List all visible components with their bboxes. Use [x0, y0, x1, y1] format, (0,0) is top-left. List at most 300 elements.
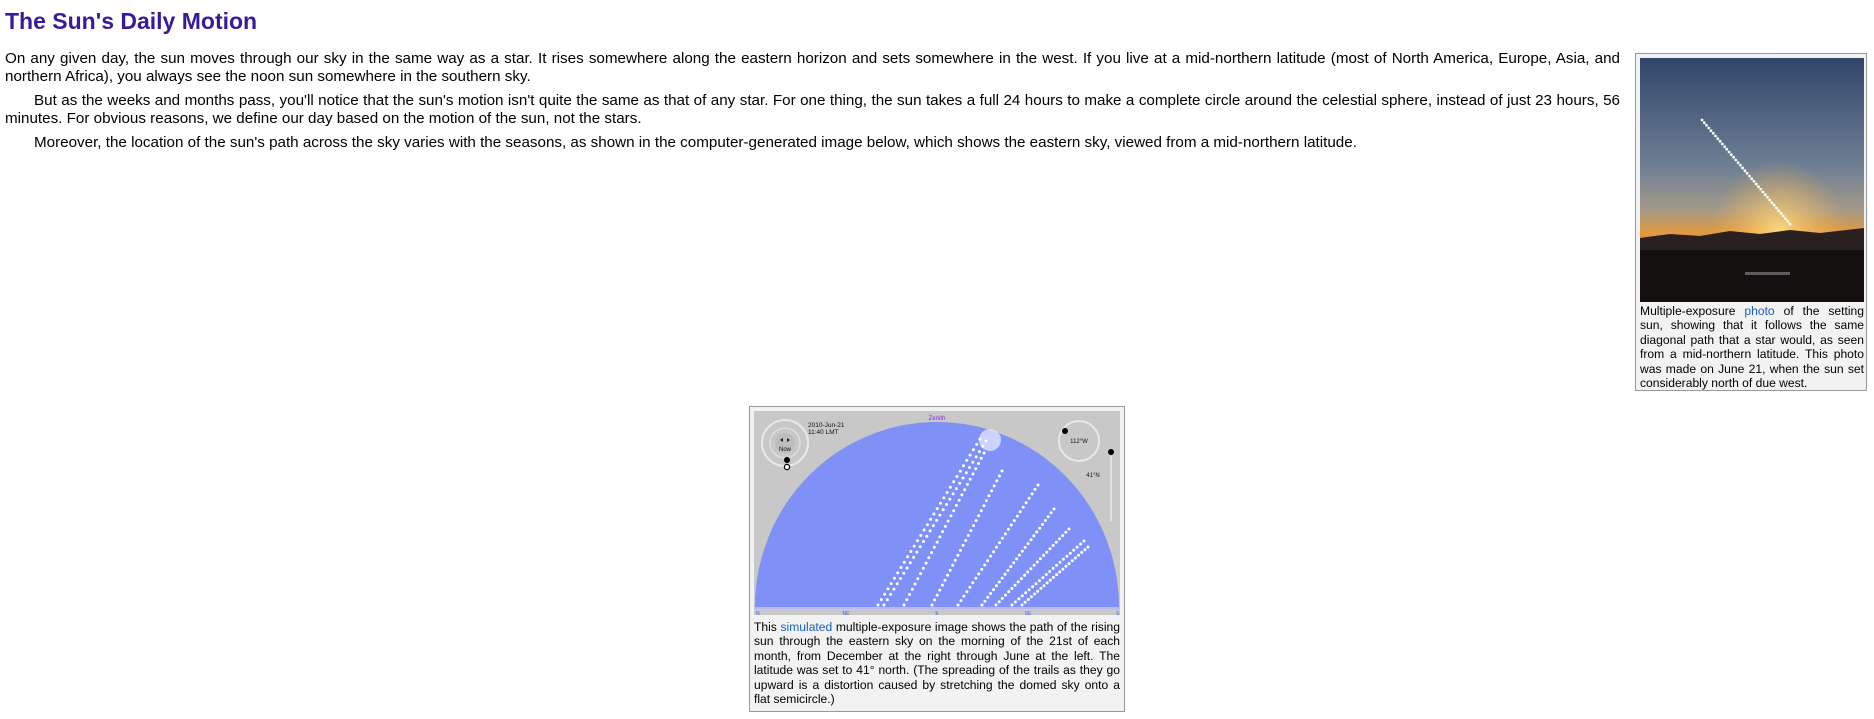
- sun-trail-dot: [968, 586, 971, 589]
- sun-trail-dot: [963, 488, 966, 491]
- sun-trail-dot: [951, 564, 954, 567]
- sun-trail-dot: [965, 459, 968, 462]
- sun-trail-dot: [989, 592, 992, 595]
- sun-trail-dot: [1012, 561, 1015, 564]
- photo-caption: [1640, 304, 1864, 390]
- horizon-label-se: SE: [1024, 611, 1032, 615]
- sun-trail-dot: [923, 529, 926, 532]
- sun-trail-dot: [1032, 534, 1035, 537]
- sun-trail-dot: [1034, 488, 1037, 491]
- sun-trail-dot: [899, 577, 902, 580]
- sun-trail-dot: [1044, 519, 1047, 522]
- sun-trail-dot: [967, 534, 970, 537]
- sun-trail-dot: [1001, 470, 1004, 473]
- sun-trail-dot: [944, 579, 947, 582]
- sun-exposure-dot: [1784, 217, 1787, 220]
- sun-trail-dot: [893, 577, 896, 580]
- sun-trail-dot: [959, 470, 962, 473]
- sun-trail-dot: [1016, 515, 1019, 518]
- sun-trail-dot: [983, 452, 986, 455]
- sun-exposure-dot: [1753, 180, 1756, 183]
- sun-trail-dot: [1007, 590, 1010, 593]
- sun-trail-dot: [929, 518, 932, 521]
- sun-trail-dot: [1061, 568, 1064, 571]
- sun-trail-dot: [1074, 557, 1077, 560]
- sun-trail-dot: [1038, 579, 1041, 582]
- sun-trail-dot: [1017, 580, 1020, 583]
- sun-trail-dot: [938, 514, 941, 517]
- sun-trail-dot: [956, 475, 959, 478]
- sun-trail-dot: [916, 539, 919, 542]
- sun-trail-dot: [932, 513, 935, 516]
- sun-trail-dot: [927, 556, 930, 559]
- simulation-caption: [754, 620, 1120, 706]
- sun-trail-dot: [1010, 524, 1013, 527]
- sun-trail-dot: [995, 479, 998, 482]
- sun-trail-dot: [952, 480, 955, 483]
- sun-trail-dot: [913, 545, 916, 548]
- sun-trail-dot: [1065, 565, 1068, 568]
- sun-trail-dot: [1058, 537, 1061, 540]
- now-label: Now: [778, 447, 792, 453]
- sun-trail-dot: [962, 477, 965, 480]
- sun-trail-dot: [1025, 501, 1028, 504]
- sun-trail-dot: [969, 529, 972, 532]
- sun-trail-dot: [1049, 579, 1052, 582]
- sun-trail-dot: [1083, 540, 1086, 543]
- sun-trail-dot: [1014, 601, 1017, 604]
- sun-trail-dot: [935, 519, 938, 522]
- sun-trail-dot: [1031, 492, 1034, 495]
- sun-trail-dot: [965, 590, 968, 593]
- sun-trail-dot: [980, 509, 983, 512]
- sun-trail-dot: [986, 559, 989, 562]
- paragraph-1: On any given day, the sun moves through our sky in the same way as a star. It rises somewhere along the eastern horizon and sets somewhere in the west. If you live at a mid-northern latitude (most of North America, Europe, Asia, and northern Africa), you always see the noon sun somewhere in the southern sky.: [5, 50, 1620, 85]
- sun-exposure-dot: [1739, 164, 1742, 167]
- sun-exposure-dot: [1705, 124, 1708, 127]
- sun-trail-dot: [925, 562, 928, 565]
- sun-trail-dot: [941, 584, 944, 587]
- sun-trail-dot: [983, 564, 986, 567]
- sun-trail-dot: [1010, 587, 1013, 590]
- sun-trail-dot: [964, 539, 967, 542]
- sun-exposure-dot: [1728, 151, 1731, 154]
- sun-trail-dot: [1033, 564, 1036, 567]
- sun-trail-dot: [909, 561, 912, 564]
- sun-trail-dot: [916, 577, 919, 580]
- sun-trail-dot: [906, 567, 909, 570]
- sun-exposure-dot: [1719, 140, 1722, 143]
- sun-trail-dot: [941, 530, 944, 533]
- sun-trail-dot: [1061, 534, 1064, 537]
- sun-trail-dot: [949, 514, 952, 517]
- sun-trail-dot: [877, 604, 880, 607]
- sun-trail-dot: [946, 574, 949, 577]
- sun-trail-dot: [1004, 573, 1007, 576]
- sun-trail-dot: [902, 572, 905, 575]
- sun-exposure-dot: [1732, 156, 1735, 159]
- sun-exposure-dot: [1759, 188, 1762, 191]
- sun-exposure-dot: [1712, 132, 1715, 135]
- sun-exposure-dot: [1764, 193, 1767, 196]
- sun-trail-dot: [933, 599, 936, 602]
- horizon-label-ne: NE: [842, 611, 850, 615]
- sun-exposure-dot: [1762, 191, 1765, 194]
- sun-trail-dot: [975, 443, 978, 446]
- sun-trail-dot: [998, 541, 1001, 544]
- sun-trail-dot: [883, 604, 886, 607]
- sun-trail-dot: [1035, 531, 1038, 534]
- sun-trail-dot: [1087, 546, 1090, 549]
- sun-exposure-dot: [1789, 223, 1792, 226]
- sun-trail-dot: [983, 600, 986, 603]
- sun-trail-dot: [900, 566, 903, 569]
- sun-exposure-dot: [1755, 183, 1758, 186]
- sun-trail-dot: [1062, 558, 1065, 561]
- sun-exposure-dot: [1701, 119, 1704, 122]
- sun-trail-dot: [1053, 508, 1056, 511]
- sun-exposure-dot: [1741, 167, 1744, 170]
- sun-trail-dot: [1017, 597, 1020, 600]
- sun-trail-dot: [1001, 537, 1004, 540]
- sun-trail-dot: [919, 545, 922, 548]
- sun-trail-dot: [1055, 564, 1058, 567]
- sun-trail-dot: [936, 594, 939, 597]
- sun-trail-dot: [952, 492, 955, 495]
- sun-trail-dot: [965, 471, 968, 474]
- sun-trail-dot: [1045, 551, 1048, 554]
- sun-trail-dot: [977, 462, 980, 465]
- simulated-sky-image: [754, 411, 1120, 615]
- sun-trail-dot: [1083, 548, 1086, 551]
- sun-exposure-dot: [1773, 204, 1776, 207]
- sun-trail-dot: [906, 555, 909, 558]
- sunset-photo-figure: [1635, 53, 1867, 391]
- sun-trail-dot: [969, 454, 972, 457]
- sun-trail-dot: [956, 554, 959, 557]
- sun-trail-dot: [974, 467, 977, 470]
- sun-trail-dot: [1043, 584, 1046, 587]
- sun-exposure-dot: [1714, 135, 1717, 138]
- sun-trail-dot: [975, 519, 978, 522]
- sun-trail-dot: [962, 464, 965, 467]
- sun-trail-dot: [989, 555, 992, 558]
- sun-trail-dot: [1006, 569, 1009, 572]
- sun-exposure-dot: [1721, 143, 1724, 146]
- sun-trail-dot: [1020, 577, 1023, 580]
- sun-trail-dot: [971, 581, 974, 584]
- sun-trail-dot: [1013, 519, 1016, 522]
- date-readout: 2010-Jun-21: [808, 422, 845, 429]
- sun-trail-dot: [1024, 601, 1027, 604]
- sun-trail-dot: [1076, 546, 1079, 549]
- horizon-label-n: N: [756, 611, 760, 615]
- paragraph-3: Moreover, the location of the sun's path across the sky varies with the seasons, as shown in the computer-generated image below, which shows the eastern sky, viewed from a mid-northern latitude.: [34, 134, 1357, 151]
- sun-trail-dot: [905, 598, 908, 601]
- horizon-label-s: S: [1116, 611, 1120, 615]
- sun-trail-dot: [1065, 555, 1068, 558]
- sun-trail-dot: [1028, 497, 1031, 500]
- sun-exposure-dot: [1750, 177, 1753, 180]
- sun-trail-dot: [980, 457, 983, 460]
- sun-trail-dot: [1050, 511, 1053, 514]
- sun-trail-dot: [1004, 532, 1007, 535]
- sun-trail-dot: [1011, 604, 1014, 607]
- sun-trail-dot: [990, 489, 993, 492]
- sun-trail-dot: [1036, 561, 1039, 564]
- sun-trail-dot: [981, 445, 984, 448]
- sun-trail-dot: [1019, 510, 1022, 513]
- sun-trail-dot: [958, 482, 961, 485]
- sun-trail-dot: [930, 551, 933, 554]
- sun-trail-dot: [966, 483, 969, 486]
- time-readout: 11:40 LMT: [808, 429, 839, 436]
- sun-exposure-dot: [1780, 212, 1783, 215]
- sun-trail-dot: [1042, 554, 1045, 557]
- sun-trail-dot: [972, 448, 975, 451]
- sun-trail-dot: [960, 493, 963, 496]
- sun-exposure-dot: [1777, 209, 1780, 212]
- sun-exposure-dot: [1737, 161, 1740, 164]
- sun-trail-dot: [962, 544, 965, 547]
- longitude-readout: 112°W: [1070, 439, 1088, 445]
- sun-trail-dot: [1041, 576, 1044, 579]
- sun-trail-dot: [925, 535, 928, 538]
- photo-caption-text: Multiple-exposure: [1640, 304, 1745, 318]
- sun-trail-dot: [1055, 541, 1058, 544]
- sun-trail-dot: [896, 571, 899, 574]
- sun-trail-dot: [1037, 484, 1040, 487]
- sun-trail-dot: [998, 475, 1001, 478]
- sun-trail-dot: [981, 604, 984, 607]
- sun-trail-dot: [975, 455, 978, 458]
- sun-trail-dot: [880, 598, 883, 601]
- sun-trail-dot: [889, 593, 892, 596]
- sun-trail-dot: [936, 541, 939, 544]
- sun-trail-dot: [1029, 567, 1032, 570]
- zenith-label: Zenith: [928, 416, 946, 422]
- sun-trail-dot: [1079, 543, 1082, 546]
- sun-trail-dot: [969, 478, 972, 481]
- sun-trail-dot: [1021, 594, 1024, 597]
- sun-trail-dot: [1014, 584, 1017, 587]
- sun-trail-dot: [938, 535, 941, 538]
- sun-trail-dot: [1023, 574, 1026, 577]
- sun-trail-dot: [998, 600, 1001, 603]
- sun-exposure-dot: [1710, 129, 1713, 132]
- sun-trail-dot: [1021, 604, 1024, 607]
- sun-trail-dot: [1038, 527, 1041, 530]
- sun-exposure-dot: [1748, 175, 1751, 178]
- sun-trail-dot: [974, 577, 977, 580]
- sun-trail-dot: [1052, 567, 1055, 570]
- sun-exposure-dot: [1786, 220, 1789, 223]
- sun-trail-dot: [1001, 577, 1004, 580]
- sun-trail-dot: [912, 556, 915, 559]
- sun-trail-dot: [919, 572, 922, 575]
- sun-trail-dot: [942, 508, 945, 511]
- speed-dot-empty[interactable]: [784, 464, 789, 469]
- sun-trail-dot: [926, 523, 929, 526]
- sun-trail-dot: [945, 503, 948, 506]
- sun-exposure-dot: [1703, 121, 1706, 124]
- sun-trail-dot: [962, 595, 965, 598]
- sun-trail-dot: [1072, 549, 1075, 552]
- sun-trail-dot: [922, 540, 925, 543]
- sun-trail-dot: [892, 588, 895, 591]
- sun-trail-dot: [954, 559, 957, 562]
- sun-trail-dot: [1039, 587, 1042, 590]
- sun-exposure-dot: [1771, 201, 1774, 204]
- sun-trail-dot: [949, 486, 952, 489]
- sun-trail-dot: [947, 520, 950, 523]
- sun-trail-dot: [972, 524, 975, 527]
- sun-trail-dot: [1052, 576, 1055, 579]
- sun-trail-dot: [992, 550, 995, 553]
- simulated-sky-figure: [749, 406, 1125, 712]
- sun-trail-dot: [957, 604, 960, 607]
- sun-trail-dot: [1068, 562, 1071, 565]
- sun-trail-dot: [995, 546, 998, 549]
- sun-trail-dot: [1027, 542, 1030, 545]
- sun-trail-dot: [985, 499, 988, 502]
- sun-trail-dot: [977, 514, 980, 517]
- sun-trail-dot: [992, 588, 995, 591]
- sun-trail-dot: [948, 498, 951, 501]
- simulation-caption-text: This: [754, 620, 781, 634]
- sun-trail-dot: [995, 584, 998, 587]
- sun-trail-dot: [1027, 598, 1030, 601]
- sun-exposure-dot: [1746, 172, 1749, 175]
- sun-trail-dot: [955, 504, 958, 507]
- sun-trail-dot: [1064, 531, 1067, 534]
- sun-trail-dot: [1039, 557, 1042, 560]
- sun-trail-dot: [933, 546, 936, 549]
- sun-trail-dot: [998, 581, 1001, 584]
- sun-exposure-dot: [1707, 127, 1710, 130]
- sun-trail-dot: [942, 496, 945, 499]
- page-title: The Sun's Daily Motion: [5, 8, 258, 34]
- sun-exposure-dot: [1775, 207, 1778, 210]
- body-text: [5, 50, 1620, 159]
- sun-exposure-dot: [1782, 215, 1785, 218]
- location-dot[interactable]: [1062, 428, 1068, 434]
- sun-trail-dot: [1035, 582, 1038, 585]
- sun-trail-dot: [949, 569, 952, 572]
- latitude-readout: 41°N: [1086, 473, 1100, 479]
- sun-trail-dot: [909, 550, 912, 553]
- sun-trail-dot: [1055, 573, 1058, 576]
- sun-trail-dot: [1030, 595, 1033, 598]
- sun-trail-dot: [903, 604, 906, 607]
- sun-trail-dot: [886, 587, 889, 590]
- latitude-slider-handle[interactable]: [1108, 449, 1114, 455]
- simulation-caption-text-rest: multiple-exposure image shows the path of the rising sun through the eastern sky on the morning of the 21st of each month, from December at the right through June at the left. The latitude was set to 41° north. (The spreading of the trails as they go upward is a distortion caused by stretching the domed sky onto a flat semicircle.): [754, 620, 1120, 707]
- sun-trail-dot: [993, 484, 996, 487]
- sun-trail-dot: [958, 499, 961, 502]
- sun-trail-dot: [944, 525, 947, 528]
- sun-trail-dot: [886, 598, 889, 601]
- sun-trail-dot: [908, 593, 911, 596]
- sun-trail-dot: [959, 549, 962, 552]
- horizon-label-e: E: [935, 611, 939, 615]
- sun-trail-dot: [911, 588, 914, 591]
- sun-trail-dot: [1026, 571, 1029, 574]
- sun-trail-dot: [982, 504, 985, 507]
- sun-trail-dot: [922, 567, 925, 570]
- sun-trail-dot: [1049, 547, 1052, 550]
- sun-trail-dot: [980, 568, 983, 571]
- sun-trail-dot: [1022, 506, 1025, 509]
- sun-trail-dot: [1046, 581, 1049, 584]
- sun-trail-dot: [1077, 554, 1080, 557]
- sun-exposure-dot: [1768, 199, 1771, 202]
- sun-trail-dot: [1080, 551, 1083, 554]
- sun-trail-dot: [1015, 557, 1018, 560]
- sun-trail-dot: [1021, 550, 1024, 553]
- paragraph-2: But as the weeks and months pass, you'll notice that the sun's motion isn't quite the same as that of any star. For one thing, the sun takes a full 24 hours to make a complete circle around the celestial sphere, instead of just 23 hours, 56 minutes. For obvious reasons, we define our day based on the motion of the sun, not the stars.: [5, 92, 1620, 127]
- sun-trail-dot: [1007, 528, 1010, 531]
- sun-trail-dot: [1036, 590, 1039, 593]
- sun-trail-dot: [1030, 538, 1033, 541]
- sun-trail-dot: [932, 524, 935, 527]
- speed-dot-filled[interactable]: [784, 457, 790, 463]
- sun-trail-dot: [1004, 594, 1007, 597]
- sun-trail-dot: [1018, 554, 1021, 557]
- sun-trail-dot: [1071, 559, 1074, 562]
- sun-trail-dot: [978, 450, 981, 453]
- sun-exposure-dot: [1723, 145, 1726, 148]
- sun-trail-dot: [915, 551, 918, 554]
- sun-trail-dot: [1028, 588, 1031, 591]
- sun-exposure-dot: [1730, 153, 1733, 156]
- sun-trail-dot: [1058, 570, 1061, 573]
- sun-trail-dot: [890, 582, 893, 585]
- sun-trail-dot: [1068, 528, 1071, 531]
- sun-trail-dot: [903, 561, 906, 564]
- photo-link[interactable]: photo: [1744, 304, 1775, 318]
- sun-exposure-dot: [1757, 185, 1760, 188]
- sun-trail-dot: [988, 494, 991, 497]
- sun-trail-dot: [1031, 585, 1034, 588]
- sun-trail-dot: [946, 491, 949, 494]
- sun-trail-dot: [931, 604, 934, 607]
- simulated-link[interactable]: simulated: [780, 620, 833, 634]
- sun-trail-dot: [1024, 546, 1027, 549]
- sun-trail-dot: [979, 438, 982, 441]
- sun-trail-dot: [1045, 573, 1048, 576]
- sun-trail-dot: [1033, 593, 1036, 596]
- photo-caption-text-rest: of the setting sun, showing that it follows the same diagonal path that a star would, as seen from a mid-northern latitude. This photo was made on June 21, when the sun set considerably north of due west.: [1640, 304, 1864, 391]
- sun-trail-dot: [1041, 523, 1044, 526]
- sun-trail-dot: [914, 583, 917, 586]
- sun-trail-dot: [919, 534, 922, 537]
- sun-trail-dot: [883, 593, 886, 596]
- sun-exposure-dot: [1766, 196, 1769, 199]
- sun-exposure-dot: [1744, 169, 1747, 172]
- sun-trail-dot: [960, 599, 963, 602]
- sunset-photo: [1640, 58, 1864, 302]
- sun-trail-dot: [952, 509, 955, 512]
- sun-trail-dot: [1048, 570, 1051, 573]
- sun-trail-dot: [1052, 544, 1055, 547]
- sun-trail-dot: [929, 529, 932, 532]
- sun-trail-dot: [936, 507, 939, 510]
- sun-trail-dot: [1001, 597, 1004, 600]
- sun-exposure-dot: [1725, 148, 1728, 151]
- sun-trail-dot: [986, 596, 989, 599]
- sun-exposure-dot: [1716, 137, 1719, 140]
